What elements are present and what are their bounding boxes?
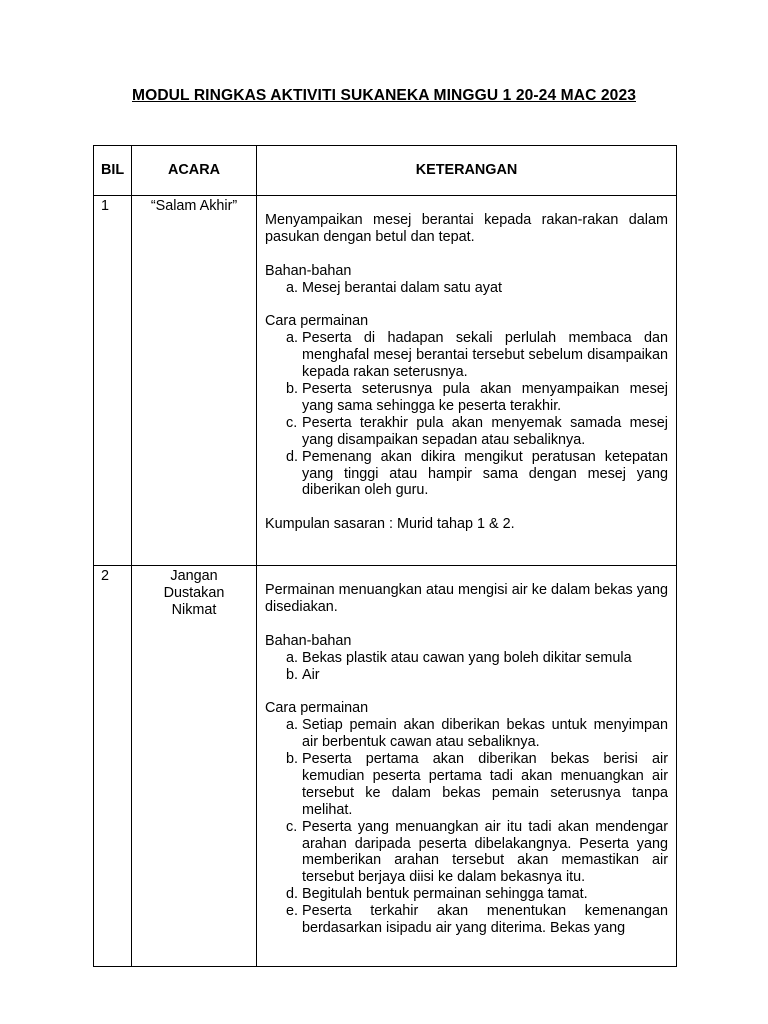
list-item [265, 381, 668, 415]
list-item-text: Setiap pemain akan diberikan bekas untuk menyimpan air berbentuk cawan atau sebaliknya. [302, 717, 668, 751]
rules-list [265, 330, 668, 499]
list-item [265, 903, 668, 937]
activity-details [257, 196, 677, 566]
list-item [265, 415, 668, 449]
materials-heading: Bahan-bahan [265, 262, 352, 279]
list-item-text: Mesej berantai dalam satu ayat [302, 279, 502, 296]
list-item-text: Begitulah bentuk permainan sehingga tamat. [302, 886, 588, 903]
list-item [265, 819, 668, 887]
list-item-text: Pemenang akan dikira mengikut peratusan ketepatan yang tinggi atau hampir sama dengan mesej yang diberikan oleh guru. [302, 448, 668, 499]
list-item-text: Peserta seterusnya pula akan menyampaikan mesej yang sama sehingga ke peserta terakhir. [302, 381, 668, 414]
list-marker: a. [286, 330, 299, 347]
list-item-text: Peserta yang menuangkan air itu tadi akan mendengar arahan daripada peserta dibelakangnya. Peserta yang memberikan arahan tersebut akan memastikan air tersebut berjaya diisi ke dalam bekasnya itu. [302, 818, 668, 886]
table-row [94, 566, 677, 967]
list-item [265, 751, 668, 819]
header-acara: ACARA [132, 146, 257, 196]
list-marker: b. [286, 751, 299, 768]
list-item [265, 280, 668, 297]
activity-name: “Salam Akhir” [132, 196, 257, 566]
list-marker: b. [286, 666, 299, 683]
list-item [265, 717, 668, 751]
table-header-row [94, 146, 677, 196]
activity-name-text: Jangan Dustakan Nikmat [163, 568, 225, 618]
list-marker: d. [286, 886, 299, 903]
header-keterangan: KETERANGAN [257, 146, 677, 196]
materials-list [265, 650, 668, 684]
target-group: Kumpulan sasaran : Murid tahap 1 & 2. [265, 516, 515, 533]
row-number: 2 [94, 566, 132, 967]
document-title: MODUL RINGKAS AKTIVITI SUKANEKA MINGGU 1 20-24 MAC 2023 [132, 87, 636, 104]
activity-description: Menyampaikan mesej berantai kepada rakan-rakan dalam pasukan dengan betul dan tepat. [265, 212, 668, 245]
activity-details [257, 566, 677, 967]
list-item [265, 330, 668, 381]
row-number: 1 [94, 196, 132, 566]
list-marker: b. [286, 381, 299, 398]
rules-heading: Cara permainan [265, 700, 369, 717]
list-marker: a. [286, 649, 299, 666]
list-item-text: Peserta terakhir pula akan menyemak samada mesej yang disampaikan sepadan atau sebaliknya. [302, 414, 668, 448]
list-item-text: Peserta pertama akan diberikan bekas berisi air kemudian peserta pertama tadi akan menuangkan air tersebut ke dalam bekas pemain seterusnya tanpa melihat. [302, 751, 668, 818]
rules-list [265, 717, 668, 937]
header-bil: BIL [94, 146, 132, 196]
rules-heading: Cara permainan [265, 313, 369, 330]
list-marker: e. [286, 903, 299, 920]
list-marker: d. [286, 448, 299, 465]
activity-name [132, 566, 257, 967]
table-row [94, 196, 677, 566]
list-item [265, 886, 668, 903]
list-item [265, 650, 668, 667]
list-marker: a. [286, 279, 299, 296]
activity-description: Permainan menuangkan atau mengisi air ke dalam bekas yang disediakan. [265, 582, 668, 615]
materials-list [265, 280, 668, 297]
list-item [265, 449, 668, 500]
materials-heading: Bahan-bahan [265, 632, 352, 649]
activity-table [93, 145, 677, 967]
list-item-text: Peserta terkahir akan menentukan kemenangan berdasarkan isipadu air yang diterima. Bekas yang [302, 903, 668, 937]
list-marker: c. [286, 414, 298, 431]
list-item [265, 667, 668, 684]
list-marker: c. [286, 818, 298, 835]
list-marker: a. [286, 717, 299, 734]
list-item-text: Peserta di hadapan sekali perlulah membaca dan menghafal mesej berantai tersebut sebelum disampaikan kepada rakan seterusnya. [302, 330, 668, 381]
list-item-text: Bekas plastik atau cawan yang boleh dikitar semula [302, 649, 632, 666]
list-item-text: Air [302, 666, 320, 683]
